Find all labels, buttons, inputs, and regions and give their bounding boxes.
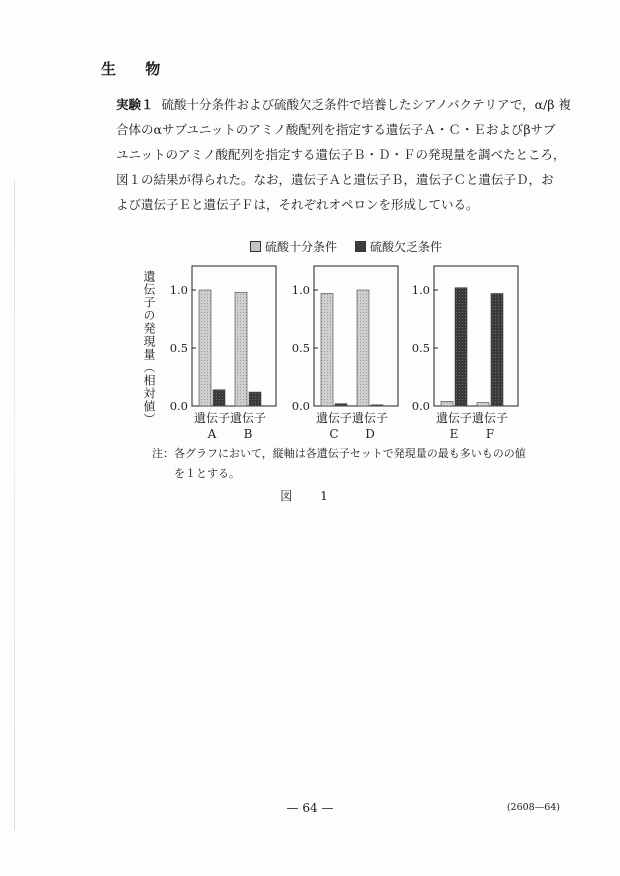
figure-caption: 図 1 (280, 489, 340, 503)
bar-D-sufficient (357, 290, 369, 406)
bar-A-deficient (213, 390, 225, 406)
bar-C-deficient (335, 404, 347, 406)
y-tick-label: 0.5 (169, 341, 188, 355)
x-category-letter: B (243, 427, 253, 441)
exam-code: (2608—64) (506, 802, 560, 813)
bar-E-deficient (455, 288, 467, 406)
bar-C-sufficient (321, 293, 333, 406)
y-tick-label: 0.5 (411, 341, 430, 355)
y-tick-label: 1.0 (169, 283, 188, 297)
x-category-label: 遺伝子 (315, 411, 353, 425)
bar-F-deficient (491, 293, 503, 406)
x-category-label: 遺伝子 (193, 411, 231, 425)
x-category-letter: A (207, 427, 217, 441)
legend-item-sufficient: 硫酸十分条件 (250, 238, 337, 255)
y-tick-label: 0.0 (169, 399, 188, 413)
x-category-label: 遺伝子 (471, 411, 509, 425)
x-category-letter: D (365, 427, 375, 441)
y-axis-label: 遺伝子の発現量（相対値） (142, 270, 156, 426)
bar-A-sufficient (199, 290, 211, 406)
experiment-line-3: ユニットのアミノ酸配列を指定する遺伝子Ｂ・Ｄ・Ｆの発現量を調べたところ， (116, 147, 566, 162)
bar-E-sufficient (441, 401, 453, 406)
x-category-letter: F (485, 427, 495, 441)
x-category-label: 遺伝子 (351, 411, 389, 425)
y-tick-label: 0.0 (291, 399, 310, 413)
bar-D-deficient (371, 405, 383, 406)
experiment-label: 実験１ (116, 97, 154, 112)
page-number: — 64 — (286, 801, 334, 815)
experiment-line-4: 図１の結果が得られた。なお，遺伝子Ａと遺伝子Ｂ，遺伝子Ｃと遺伝子Ｄ，お (116, 172, 554, 187)
bar-B-sufficient (235, 292, 247, 406)
legend-item-deficient: 硫酸欠乏条件 (355, 238, 442, 255)
y-tick-label: 1.0 (411, 283, 430, 297)
experiment-line-2: 合体のαサブユニットのアミノ酸配列を指定する遺伝子Ａ・Ｃ・Ｅおよびβサブ (116, 122, 556, 137)
x-category-letter: C (329, 427, 339, 441)
note-line-2: を１とする。 (174, 467, 240, 480)
experiment-line-5: よび遺伝子Ｅと遺伝子Ｆは，それぞれオペロンを形成している。 (116, 197, 479, 212)
experiment-line-1: 実験１ 硫酸十分条件および硫酸欠乏条件で培養したシアノバクテリアで，α/β 複 (116, 97, 571, 112)
bar-B-deficient (249, 392, 261, 406)
panel-frame-3 (434, 266, 518, 406)
note-line-1: 注：各グラフにおいて，縦軸は各遺伝子セットで発現量の最も多いものの値 (152, 447, 526, 460)
y-tick-label: 1.0 (291, 283, 310, 297)
x-category-label: 遺伝子 (435, 411, 473, 425)
x-category-letter: E (449, 427, 459, 441)
x-category-label: 遺伝子 (229, 411, 267, 425)
y-tick-label: 0.0 (411, 399, 430, 413)
y-tick-label: 0.5 (291, 341, 310, 355)
section-heading: 生 物 (101, 60, 173, 78)
figure-note (152, 444, 552, 484)
bar-F-sufficient (477, 403, 489, 406)
